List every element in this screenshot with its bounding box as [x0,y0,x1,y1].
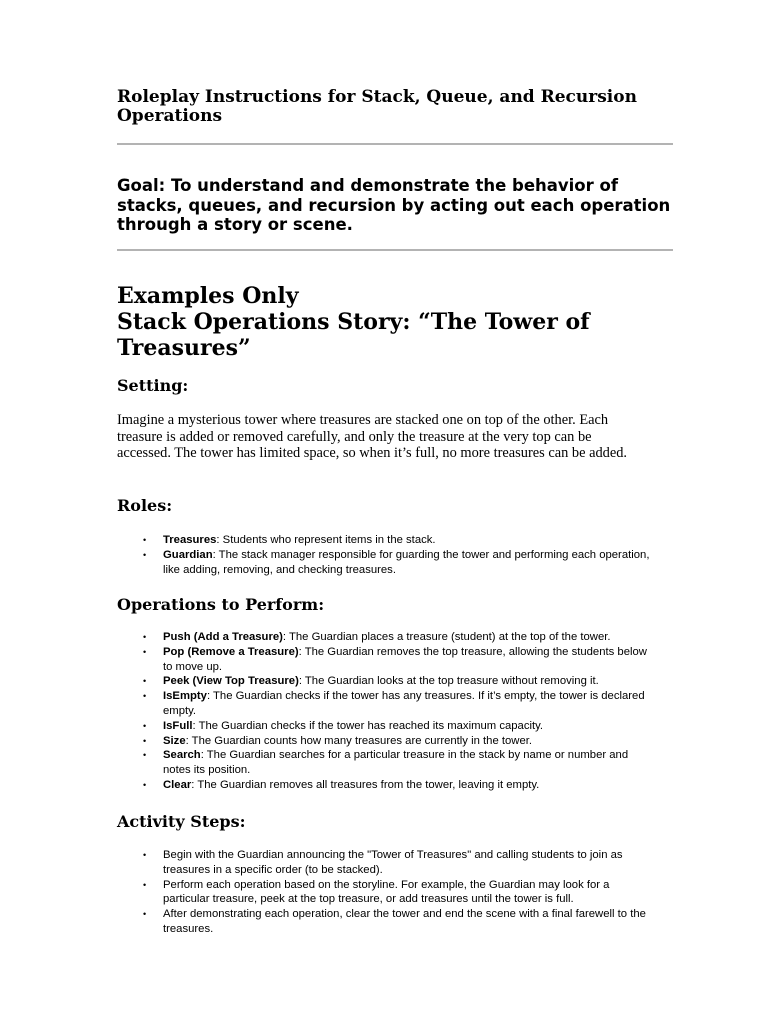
operation-description: : The Guardian counts how many treasures are currently in the tower. [185,734,533,747]
operation-description: : The Guardian removes the top treasure, allowing the students below to move up. [163,645,647,673]
list-item [117,689,657,719]
roles-list [117,533,657,577]
list-item [117,548,657,578]
operation-term: Search [163,749,201,762]
bullet-icon: • [143,676,147,687]
list-item [117,630,657,645]
role-term: Treasures [163,534,217,546]
activity-steps-heading: Activity Steps: [117,812,246,831]
bullet-icon: • [143,646,147,657]
operation-term: Size [163,734,186,747]
setting-heading: Setting: [117,376,189,395]
bullet-icon: • [143,691,147,702]
setting-paragraph: Imagine a mysterious tower where treasures are stacked one on top of the other. Each treasure is added or removed carefully, and only the treasure at the very top can be accessed. The tower has limited space, so when it’s full, no more treasures can be added. [117,412,628,461]
list-item [117,878,657,908]
operation-description: : The Guardian removes all treasures from the tower, leaving it empty. [191,778,540,791]
operations-list [117,630,657,793]
horizontal-divider [117,249,673,251]
bullet-icon: • [143,720,147,731]
bullet-icon: • [143,779,147,790]
list-item [117,645,657,675]
document-title: Roleplay Instructions for Stack, Queue, and Recursion Operations [117,87,637,126]
list-item [117,907,657,937]
operation-term: IsEmpty [163,690,207,703]
operations-heading: Operations to Perform: [117,595,325,614]
step-text: Perform each operation based on the storyline. For example, the Guardian may look for a particular treasure, peek at the top treasure, or add treasures until the tower is full. [163,878,610,906]
bullet-icon: • [143,535,147,545]
operation-description: : The Guardian checks if the tower has any treasures. If it’s empty, the tower is declared empty. [163,690,645,717]
bullet-icon: • [143,549,147,560]
bullet-icon: • [143,735,147,746]
operation-term: Clear [163,778,192,791]
list-item [117,719,657,734]
role-description: : Students who represent items in the stack. [216,534,436,546]
list-item [117,533,657,548]
operation-description: : The Guardian searches for a particular treasure in the stack by name or number and notes its position. [163,749,629,777]
role-term: Guardian [163,548,213,561]
operation-term: Pop (Remove a Treasure) [163,645,299,658]
step-text: After demonstrating each operation, clear the tower and end the scene with a final farewell to the treasures. [163,908,646,935]
role-description: : The stack manager responsible for guarding the tower and performing each operation, like adding, removing, and checking treasures. [163,548,650,576]
bullet-icon: • [143,879,147,890]
bullet-icon: • [143,850,147,860]
bullet-icon: • [143,750,147,761]
operation-description: : The Guardian places a treasure (student) at the top of the tower. [282,631,611,643]
operation-term: Push (Add a Treasure) [163,631,283,643]
list-item [117,674,657,689]
step-text: Begin with the Guardian announcing the "Tower of Treasures" and calling students to join as treasures in a specific order (to be stacked). [163,849,623,876]
list-item [117,748,657,778]
operation-description: : The Guardian checks if the tower has reached its maximum capacity. [192,719,544,732]
operation-description: : The Guardian looks at the top treasure without removing it. [298,675,599,688]
operation-term: Peek (View Top Treasure) [163,675,299,688]
roles-heading: Roles: [117,496,173,515]
list-item [117,848,657,878]
list-item [117,734,657,749]
operation-term: IsFull [163,719,193,732]
examples-heading: Examples Only [117,283,299,309]
bullet-icon: • [143,909,147,920]
horizontal-divider [117,143,673,145]
list-item [117,778,657,793]
bullet-icon: • [143,632,147,642]
goal-statement: Goal: To understand and demonstrate the behavior of stacks, queues, and recursion by acting out each operation through a story or scene. [117,176,671,234]
story-heading: Stack Operations Story: “The Tower of Treasures” [117,309,590,361]
activity-steps-list [117,848,657,937]
